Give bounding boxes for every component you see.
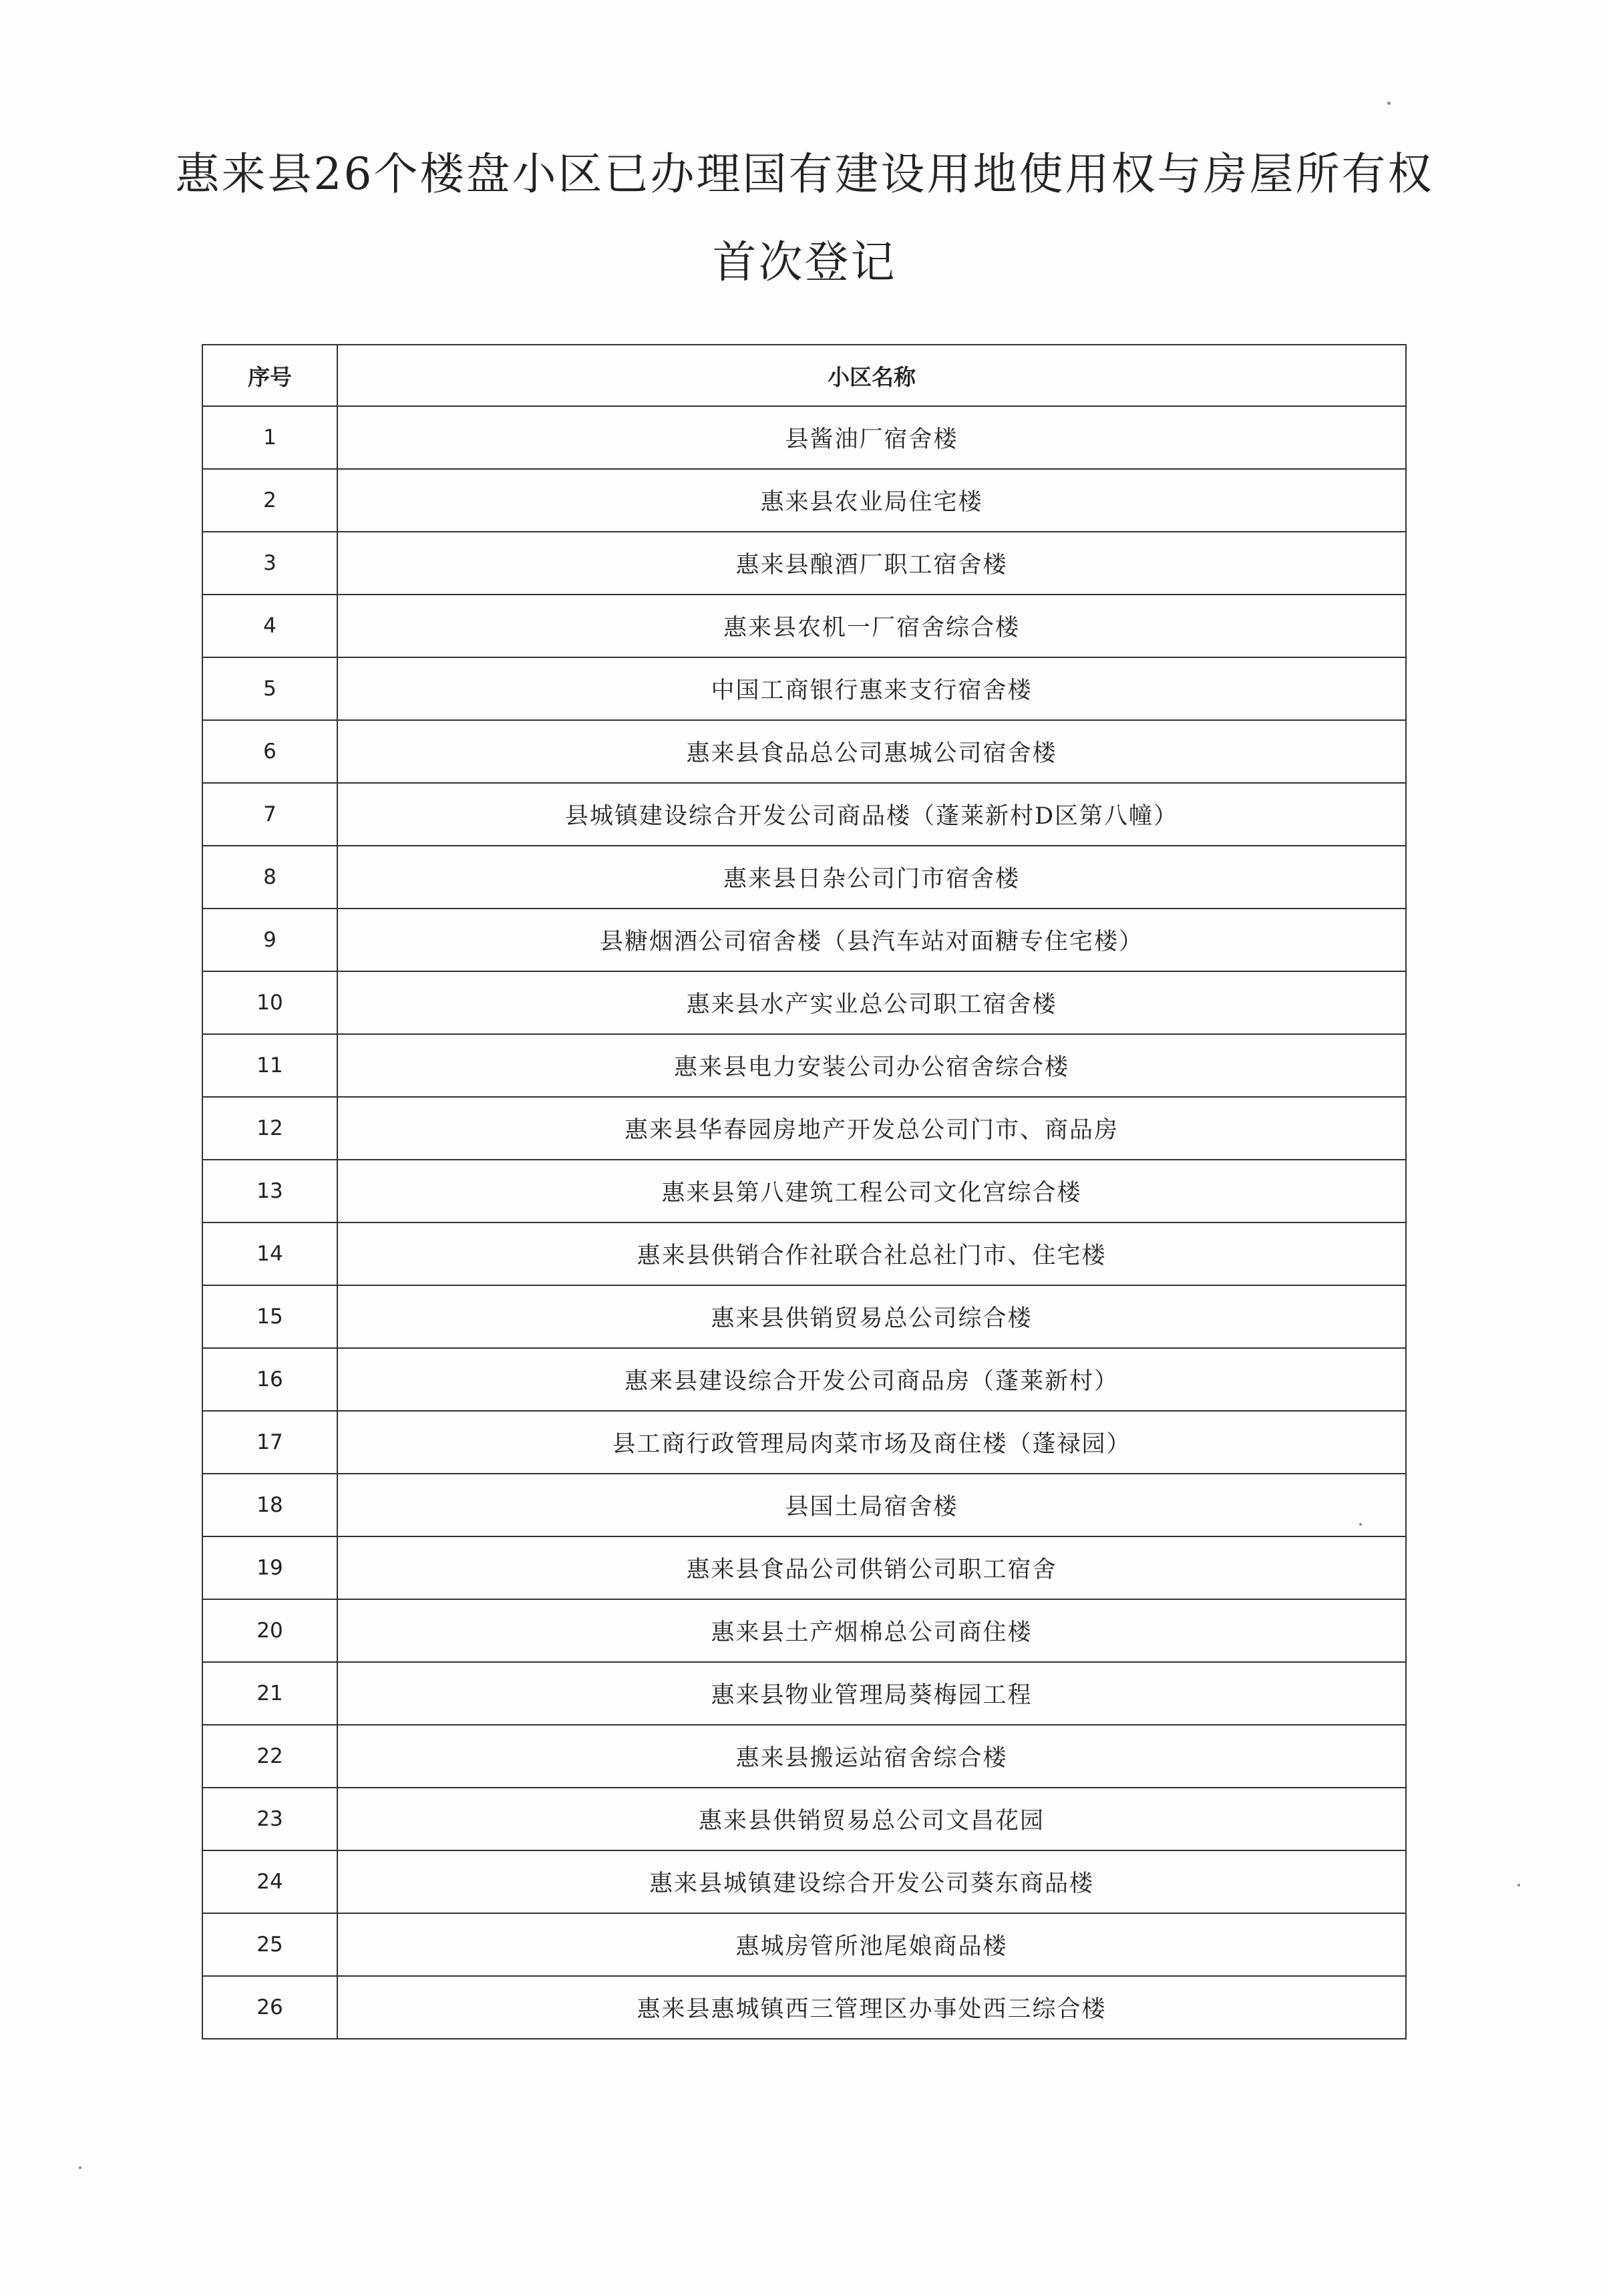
row-number: 19 [202, 1536, 337, 1599]
document-title-line-2: 首次登记 [712, 236, 897, 288]
row-number: 22 [202, 1725, 337, 1788]
row-name: 惠来县食品公司供销公司职工宿舍 [337, 1536, 1406, 1599]
table-row [202, 1034, 1406, 1097]
row-name: 惠来县华春园房地产开发总公司门市、商品房 [337, 1097, 1406, 1160]
row-name: 惠来县农业局住宅楼 [337, 469, 1406, 532]
row-name: 惠来县城镇建设综合开发公司葵东商品楼 [337, 1850, 1406, 1913]
row-number: 21 [202, 1662, 337, 1725]
row-name: 县酱油厂宿舍楼 [337, 406, 1406, 469]
table-row [202, 971, 1406, 1034]
table-row [202, 1222, 1406, 1285]
row-name: 惠来县搬运站宿舍综合楼 [337, 1725, 1406, 1788]
registration-table [202, 344, 1407, 2039]
scan-speck [1359, 1523, 1362, 1526]
row-name: 惠来县惠城镇西三管理区办事处西三综合楼 [337, 1976, 1406, 2039]
row-number: 16 [202, 1348, 337, 1411]
row-number: 12 [202, 1097, 337, 1160]
row-name: 惠来县第八建筑工程公司文化宫综合楼 [337, 1160, 1406, 1222]
row-name: 惠来县建设综合开发公司商品房（蓬莱新村） [337, 1348, 1406, 1411]
row-number: 6 [202, 720, 337, 783]
row-name: 惠来县供销贸易总公司文昌花园 [337, 1788, 1406, 1850]
row-number: 11 [202, 1034, 337, 1097]
row-name: 惠来县电力安装公司办公宿舍综合楼 [337, 1034, 1406, 1097]
table-row [202, 909, 1406, 971]
row-number: 13 [202, 1160, 337, 1222]
row-number: 26 [202, 1976, 337, 2039]
table-row [202, 1285, 1406, 1348]
scan-speck [1387, 102, 1391, 105]
row-name: 惠城房管所池尾娘商品楼 [337, 1913, 1406, 1976]
table-row [202, 1976, 1406, 2039]
row-number: 20 [202, 1599, 337, 1662]
row-number: 3 [202, 532, 337, 595]
row-number: 17 [202, 1411, 337, 1474]
row-number: 10 [202, 971, 337, 1034]
scan-speck [1517, 1884, 1520, 1887]
table-body [202, 406, 1406, 2039]
row-number: 8 [202, 846, 337, 909]
row-name: 县国土局宿舍楼 [337, 1474, 1406, 1536]
table-row [202, 846, 1406, 909]
table-row [202, 1725, 1406, 1788]
table-row [202, 783, 1406, 846]
row-number: 9 [202, 909, 337, 971]
row-number: 1 [202, 406, 337, 469]
row-name: 县糖烟酒公司宿舍楼（县汽车站对面糖专住宅楼） [337, 909, 1406, 971]
table-header-row [202, 345, 1406, 406]
table-row [202, 406, 1406, 469]
row-name: 县城镇建设综合开发公司商品楼（蓬莱新村D区第八幢） [337, 783, 1406, 846]
table-row [202, 469, 1406, 532]
row-name: 惠来县酿酒厂职工宿舍楼 [337, 532, 1406, 595]
table-row [202, 1599, 1406, 1662]
row-name: 县工商行政管理局肉菜市场及商住楼（蓬禄园） [337, 1411, 1406, 1474]
table-row [202, 1662, 1406, 1725]
row-number: 2 [202, 469, 337, 532]
row-number: 7 [202, 783, 337, 846]
table-row [202, 532, 1406, 595]
row-number: 15 [202, 1285, 337, 1348]
table-row [202, 1474, 1406, 1536]
table-row [202, 1913, 1406, 1976]
scan-speck [79, 2166, 81, 2169]
table-row [202, 595, 1406, 657]
row-number: 14 [202, 1222, 337, 1285]
row-number: 24 [202, 1850, 337, 1913]
table-row [202, 1348, 1406, 1411]
row-number: 23 [202, 1788, 337, 1850]
row-number: 18 [202, 1474, 337, 1536]
table-row [202, 720, 1406, 783]
row-name: 惠来县供销贸易总公司综合楼 [337, 1285, 1406, 1348]
row-number: 4 [202, 595, 337, 657]
row-name: 惠来县水产实业总公司职工宿舍楼 [337, 971, 1406, 1034]
row-name: 中国工商银行惠来支行宿舍楼 [337, 657, 1406, 720]
row-name: 惠来县食品总公司惠城公司宿舍楼 [337, 720, 1406, 783]
table-row [202, 1097, 1406, 1160]
header-number: 序号 [202, 345, 337, 406]
row-name: 惠来县物业管理局葵梅园工程 [337, 1662, 1406, 1725]
table-row [202, 657, 1406, 720]
registration-table-container [202, 344, 1405, 2039]
row-number: 5 [202, 657, 337, 720]
table-row [202, 1411, 1406, 1474]
row-name: 惠来县土产烟棉总公司商住楼 [337, 1599, 1406, 1662]
row-name: 惠来县日杂公司门市宿舍楼 [337, 846, 1406, 909]
table-row [202, 1536, 1406, 1599]
table-row [202, 1788, 1406, 1850]
row-name: 惠来县农机一厂宿舍综合楼 [337, 595, 1406, 657]
row-name: 惠来县供销合作社联合社总社门市、住宅楼 [337, 1222, 1406, 1285]
header-name: 小区名称 [337, 345, 1406, 406]
table-row [202, 1850, 1406, 1913]
row-number: 25 [202, 1913, 337, 1976]
table-row [202, 1160, 1406, 1222]
document-title-line-1: 惠来县26个楼盘小区已办理国有建设用地使用权与房屋所有权 [175, 148, 1434, 200]
